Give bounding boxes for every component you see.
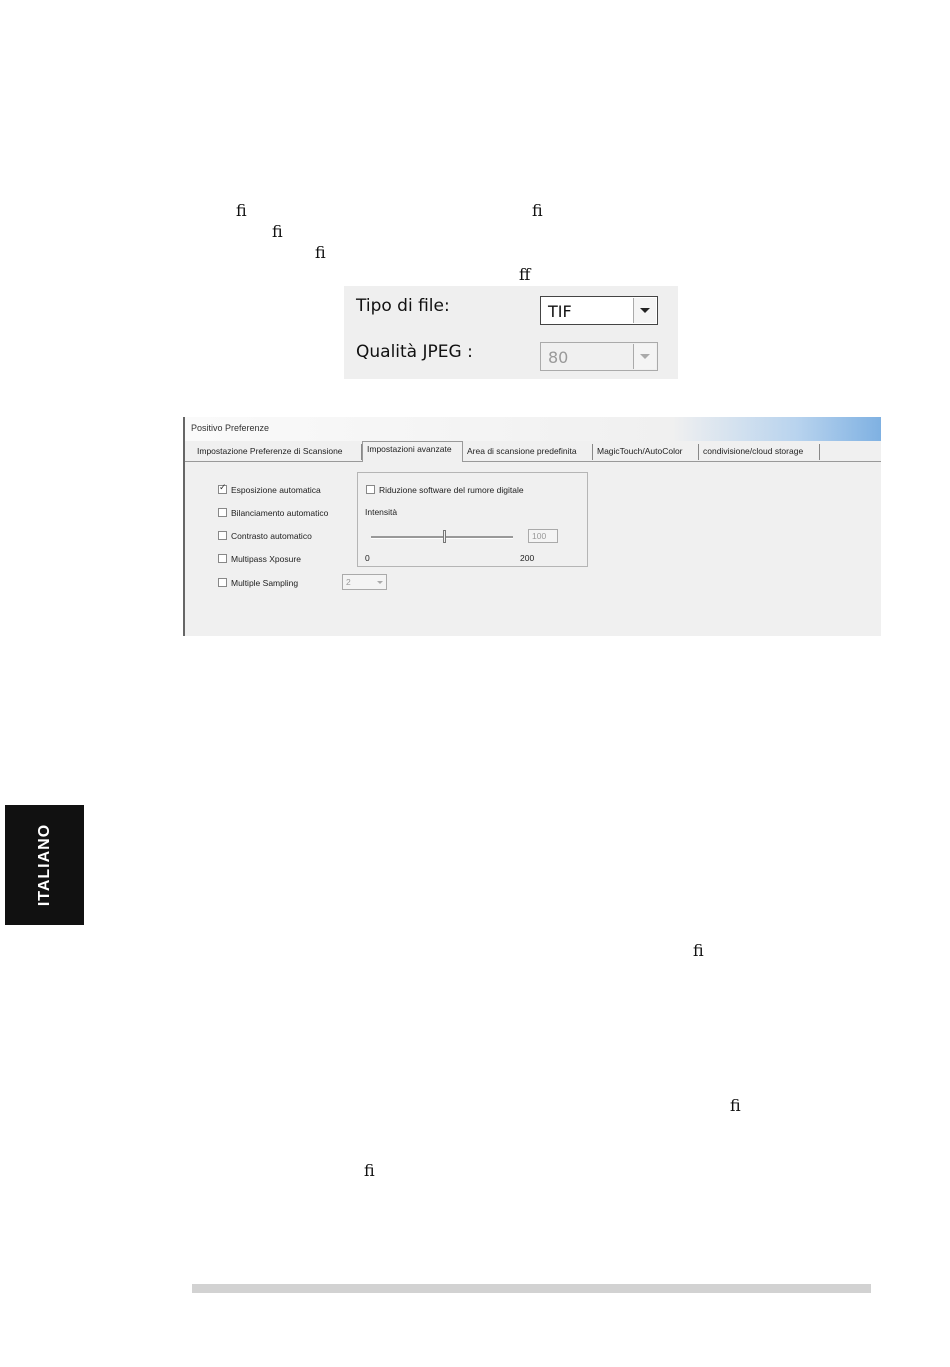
ligature-glyph: ﬀ: [519, 265, 531, 284]
ligature-glyph: ﬁ: [272, 222, 283, 241]
tab-default-scan-area[interactable]: Area di scansione predefinita: [463, 444, 593, 460]
auto-balance-label: Bilanciamento automatico: [231, 508, 329, 518]
file-type-label: Tipo di file:: [356, 296, 450, 316]
jpeg-quality-label: Qualità JPEG :: [356, 342, 473, 362]
tab-magictouch-autocolor[interactable]: MagicTouch/AutoColor: [593, 444, 699, 460]
auto-contrast-label: Contrasto automatico: [231, 531, 312, 541]
jpeg-quality-select[interactable]: [540, 342, 658, 371]
multiple-sampling-select[interactable]: [342, 574, 387, 590]
auto-exposure-label: Esposizione automatica: [231, 485, 321, 495]
multipass-xposure-label: Multipass Xposure: [231, 554, 301, 564]
jpeg-quality-value: 80: [548, 348, 569, 367]
noise-reduction-checkbox[interactable]: [366, 485, 375, 494]
auto-exposure-checkbox[interactable]: [218, 485, 227, 494]
intensity-slider-track[interactable]: [371, 536, 513, 539]
multiple-sampling-value: 2: [346, 577, 351, 587]
chevron-down-icon[interactable]: [633, 298, 656, 323]
ligature-glyph: ﬁ: [236, 201, 247, 220]
dialog-titlebar: [185, 417, 881, 441]
intensity-min-label: 0: [365, 553, 370, 563]
multiple-sampling-checkbox[interactable]: [218, 578, 227, 587]
tab-scan-preferences[interactable]: Impostazione Preferenze di Scansione: [193, 444, 362, 460]
language-side-tab: [5, 805, 84, 925]
intensity-max-label: 200: [520, 553, 535, 563]
intensity-slider-thumb[interactable]: [443, 530, 446, 543]
intensity-label: Intensità: [365, 507, 398, 517]
tab-bar: [185, 441, 881, 462]
intensity-value-field[interactable]: 100: [528, 529, 558, 543]
chevron-down-icon[interactable]: [633, 344, 656, 369]
multipass-xposure-checkbox[interactable]: [218, 554, 227, 563]
tab-advanced-settings[interactable]: Impostazioni avanzate: [362, 441, 463, 462]
ligature-glyph: ﬁ: [315, 243, 326, 262]
preferences-dialog: [183, 417, 881, 636]
file-type-panel: [344, 286, 678, 379]
noise-reduction-label: Riduzione software del rumore digitale: [379, 485, 524, 495]
ligature-glyph: ﬁ: [532, 201, 543, 220]
file-type-value: TIF: [548, 302, 572, 321]
language-label: ITALIANO: [35, 823, 53, 907]
auto-contrast-checkbox[interactable]: [218, 531, 227, 540]
ligature-glyph: ﬁ: [730, 1096, 741, 1115]
footer-bar: [192, 1284, 871, 1293]
multiple-sampling-label: Multiple Sampling: [231, 578, 299, 588]
ligature-glyph: ﬁ: [693, 941, 704, 960]
tab-sharing-cloud-storage[interactable]: condivisione/cloud storage: [699, 444, 820, 460]
ligature-glyph: ﬁ: [364, 1161, 375, 1180]
chevron-down-icon: [377, 581, 383, 584]
dialog-title: Positivo Preferenze: [191, 423, 270, 433]
file-type-select[interactable]: [540, 296, 658, 325]
auto-balance-checkbox[interactable]: [218, 508, 227, 517]
